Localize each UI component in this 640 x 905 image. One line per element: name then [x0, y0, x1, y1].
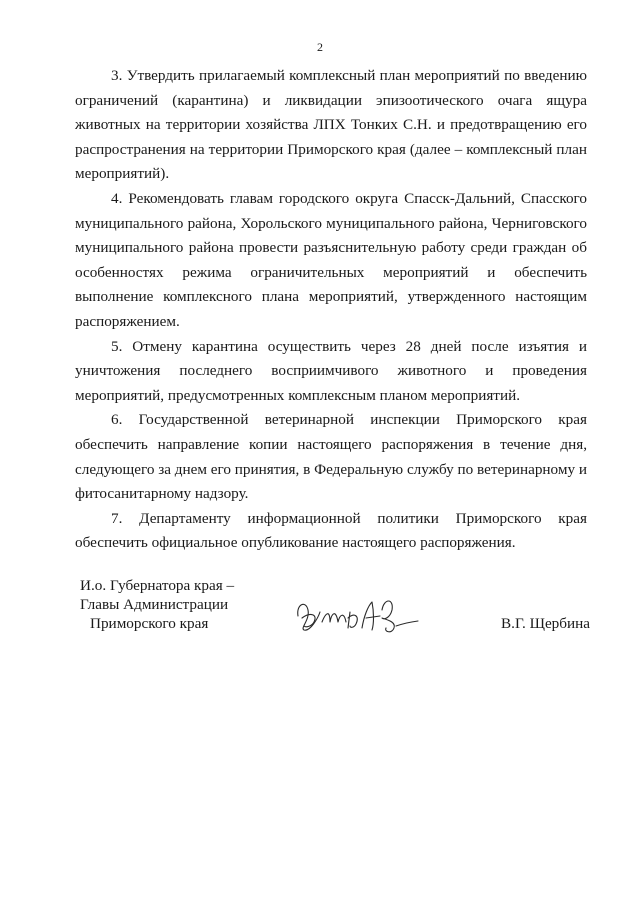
paragraph-4: 4. Рекомендовать главам городского округа Спасск-Дальний, Спасского муниципального района, Хорольского муниципального района, Черниговского муниципального района провести разъяснительную работу среди граждан об особенностях режима ограничительных мероприятий и обеспечить выполнение комплексного плана мероприятий, утвержденного настоящим распоряжением. — [75, 189, 587, 330]
page-number: 2 — [317, 40, 323, 54]
signatory-name: В.Г. Щербина — [501, 615, 590, 632]
signature-block — [80, 576, 590, 656]
paragraph-3: 3. Утвердить прилагаемый комплексный план мероприятий по введению ограничений (карантина) и ликвидации эпизоотического очага ящура животных на территории хозяйства ЛПХ Тонких С.Н. и предотвращению его распространения на территории Приморского края (далее – комплексный план мероприятий). — [75, 67, 587, 183]
signatory-title-line-1: И.о. Губернатора края – — [80, 577, 235, 594]
paragraph-6: 6. Государственной ветеринарной инспекции Приморского края обеспечить направление копии настоящего распоряжения в течение дня, следующего за днем его принятия, в Федеральную службу по ветеринарному и фитосанитарному надзору. — [75, 411, 587, 503]
signatory-title-line-3: Приморского края — [90, 615, 209, 632]
signatory-title — [80, 576, 234, 633]
handwritten-signature — [292, 588, 422, 640]
document-body — [75, 64, 587, 556]
paragraph-5: 5. Отмену карантина осуществить через 28 дней после изъятия и уничтожения последнего восприимчивого животного и проведения мероприятий, предусмотренных комплексным планом мероприятий. — [75, 337, 587, 404]
signatory-title-line-2: Главы Администрации — [80, 596, 229, 613]
paragraph-7: 7. Департаменту информационной политики Приморского края обеспечить официальное опубликование настоящего распоряжения. — [75, 509, 587, 552]
